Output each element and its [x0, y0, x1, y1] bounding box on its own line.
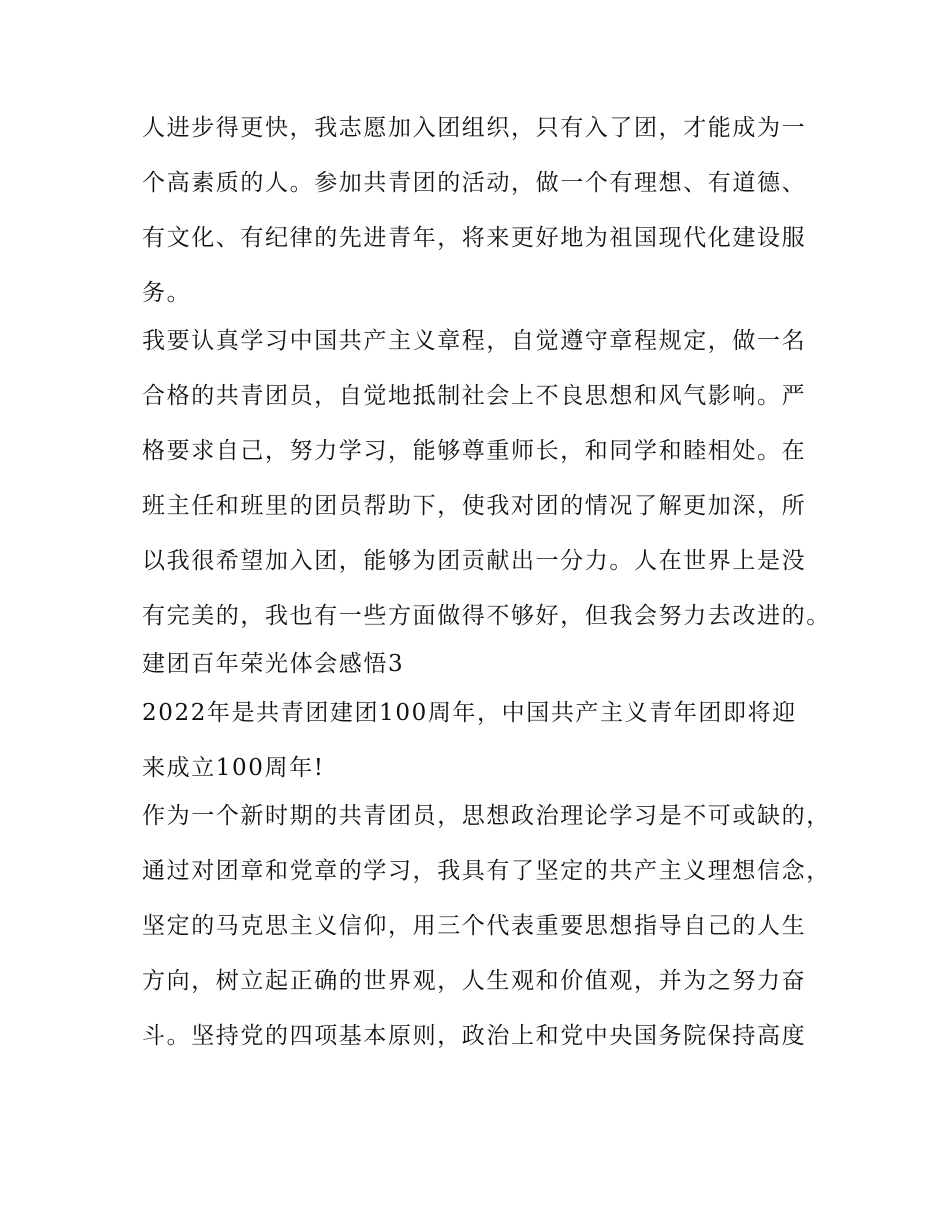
section-heading: 建团百年荣光体会感悟3: [142, 651, 405, 677]
text-line: 以我很希望加入团，能够为团贡献出一分力。人在世界上是没: [142, 548, 807, 574]
document-body: [142, 108, 842, 1071]
text-line: 个高素质的人。参加共青团的活动，做一个有理想、有道德、: [142, 170, 807, 196]
text-line: 人进步得更快，我志愿加入团组织，只有入了团，才能成为一: [142, 115, 807, 141]
text-line: 作为一个新时期的共青团员，思想政治理论学习是不可或缺的，: [142, 803, 831, 829]
text-line: 有文化、有纪律的先进青年，将来更好地为祖国现代化建设服: [142, 225, 807, 251]
text-line: 班主任和班里的团员帮助下，使我对团的情况了解更加深，所: [142, 493, 807, 519]
text-line: 2022年是共青团建团100周年，中国共产主义青年团即将迎: [142, 700, 797, 726]
text-line: 通过对团章和党章的学习，我具有了坚定的共产主义理想信念，: [142, 858, 831, 884]
text-line: 格要求自己，努力学习，能够尊重师长，和同学和睦相处。在: [142, 438, 807, 464]
text-line: 斗。坚持党的四项基本原则，政治上和党中央国务院保持高度: [142, 1023, 807, 1049]
text-line: 坚定的马克思主义信仰，用三个代表重要思想指导自己的人生: [142, 913, 807, 939]
text-line: 方向，树立起正确的世界观，人生观和价值观，并为之努力奋: [142, 968, 807, 994]
text-line: 我要认真学习中国共产主义章程，自觉遵守章程规定，做一名: [142, 328, 807, 354]
text-line: 来成立100周年!: [142, 755, 325, 781]
text-line: 有完美的，我也有一些方面做得不够好，但我会努力去改进的。: [142, 603, 831, 629]
text-line: 合格的共青团员，自觉地抵制社会上不良思想和风气影响。严: [142, 383, 807, 409]
text-line: 务。: [142, 280, 192, 306]
